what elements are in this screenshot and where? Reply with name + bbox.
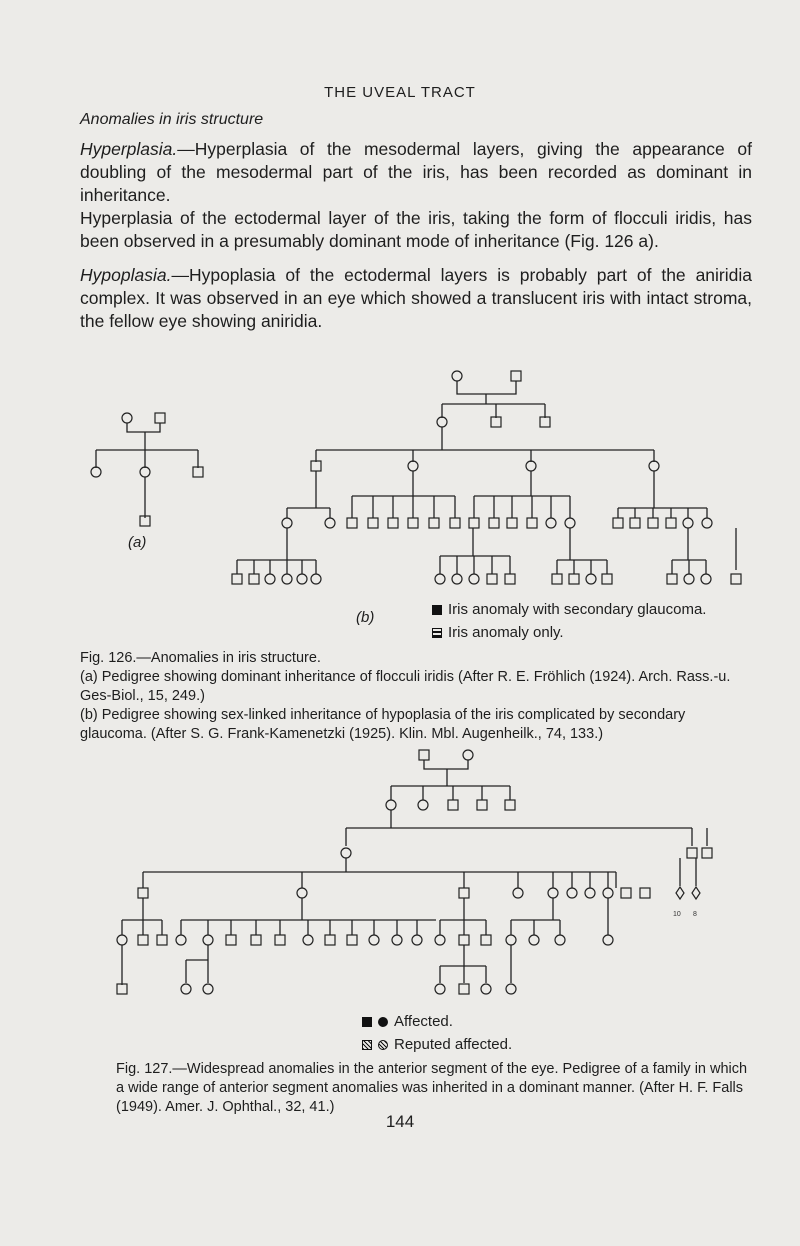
- male-symbol: [507, 518, 517, 528]
- striped-square-icon: [432, 628, 442, 638]
- affected-male-symbol: [275, 935, 285, 945]
- female-symbol: [452, 574, 462, 584]
- affected-female-symbol: [585, 888, 595, 898]
- male-symbol: [226, 935, 236, 945]
- hatched-circle-icon: [378, 1040, 388, 1050]
- female-symbol: [452, 371, 462, 381]
- affected-male-symbol: [232, 574, 242, 584]
- female-symbol: [203, 935, 213, 945]
- legend-text: Affected.: [394, 1013, 453, 1030]
- male-symbol: [505, 800, 515, 810]
- affected-male-symbol: [193, 467, 203, 477]
- small-numeral-label: 8: [693, 911, 697, 918]
- female-symbol: [386, 800, 396, 810]
- male-symbol: [569, 574, 579, 584]
- female-symbol: [506, 935, 516, 945]
- affected-male-symbol: [157, 935, 167, 945]
- female-symbol: [282, 518, 292, 528]
- affected-male-symbol: [687, 848, 697, 858]
- male-symbol: [368, 518, 378, 528]
- male-symbol: [648, 518, 658, 528]
- male-symbol: [481, 935, 491, 945]
- male-symbol: [429, 518, 439, 528]
- legend-text: Iris anomaly only.: [448, 624, 564, 641]
- male-symbol: [251, 935, 261, 945]
- female-symbol: [311, 574, 321, 584]
- hatched-square-icon: [362, 1040, 372, 1050]
- paragraph-term: Hyperplasia.: [80, 139, 178, 159]
- female-symbol: [684, 574, 694, 584]
- affected-female-symbol: [341, 848, 351, 858]
- pedigree-line: [127, 423, 160, 432]
- female-symbol: [408, 461, 418, 471]
- female-symbol: [567, 888, 577, 898]
- page-number: 144: [385, 1112, 415, 1131]
- male-symbol: [155, 413, 165, 423]
- male-symbol: [621, 888, 631, 898]
- legend-affected: [362, 1013, 453, 1030]
- female-symbol: [203, 984, 213, 994]
- affected-female-symbol: [412, 935, 422, 945]
- affected-male-symbol: [450, 518, 460, 528]
- male-symbol: [505, 574, 515, 584]
- affected-male-symbol: [640, 888, 650, 898]
- legend-glaucoma: [432, 601, 706, 618]
- male-symbol: [249, 574, 259, 584]
- male-symbol: [347, 935, 357, 945]
- filled-square-icon: [362, 1017, 372, 1027]
- filled-square-icon: [432, 605, 442, 615]
- pedigree-line: [424, 760, 468, 769]
- male-symbol: [138, 935, 148, 945]
- female-symbol: [303, 935, 313, 945]
- female-symbol: [437, 417, 447, 427]
- female-symbol: [513, 888, 523, 898]
- unknown-sex-symbol: [692, 887, 700, 899]
- affected-female-symbol: [369, 935, 379, 945]
- male-symbol: [731, 574, 741, 584]
- female-symbol: [702, 518, 712, 528]
- female-symbol: [469, 574, 479, 584]
- caption-title: Fig. 126.—Anomalies in iris structure.: [80, 650, 321, 666]
- female-symbol: [325, 518, 335, 528]
- legend-text: Iris anomaly with secondary glaucoma.: [448, 601, 707, 618]
- affected-female-symbol: [176, 935, 186, 945]
- female-symbol: [418, 800, 428, 810]
- female-symbol: [181, 984, 191, 994]
- female-symbol: [435, 574, 445, 584]
- female-symbol: [435, 984, 445, 994]
- male-symbol: [667, 574, 677, 584]
- paragraph-text: Hyperplasia of the ectodermal layer of the iris, taking the form of flocculi iridis, has been observed in a presumably dominant mode of inheritance (Fig. 126 a).: [80, 208, 752, 251]
- male-symbol: [117, 984, 127, 994]
- affected-female-symbol: [140, 467, 150, 477]
- male-symbol: [527, 518, 537, 528]
- male-symbol: [489, 518, 499, 528]
- female-symbol: [586, 574, 596, 584]
- female-symbol: [701, 574, 711, 584]
- female-symbol: [463, 750, 473, 760]
- filled-circle-icon: [378, 1017, 388, 1027]
- affected-male-symbol: [540, 417, 550, 427]
- female-symbol: [603, 935, 613, 945]
- figure-126-caption: [80, 649, 752, 744]
- affected-female-symbol: [91, 467, 101, 477]
- figure-127-caption: Fig. 127.—Widespread anomalies in the anterior segment of the eye. Pedigree of a family in which a wide range of anterior segment anomalies was inherited in a dominant manner. (After H. F. Falls (1949). Amer. J. Ophthal., 32, 41.): [116, 1061, 748, 1115]
- section-title: Anomalies in iris structure: [80, 111, 264, 128]
- female-symbol: [435, 935, 445, 945]
- female-symbol: [529, 935, 539, 945]
- male-symbol: [325, 935, 335, 945]
- paragraph-term: Hypoplasia.: [80, 265, 172, 285]
- male-symbol: [459, 984, 469, 994]
- male-symbol: [448, 800, 458, 810]
- legend-text: Reputed affected.: [394, 1036, 513, 1053]
- caption-b: (b) Pedigree showing sex-linked inheritance of hypoplasia of the iris complicated by secondary glaucoma. (After S. G. Frank-Kamenetzki (1925). Klin. Mbl. Augenheilk., 74, 133.): [80, 707, 686, 742]
- affected-male-symbol: [347, 518, 357, 528]
- affected-male-symbol: [311, 461, 321, 471]
- female-symbol: [265, 574, 275, 584]
- male-symbol: [419, 750, 429, 760]
- female-symbol: [683, 518, 693, 528]
- male-symbol: [459, 935, 469, 945]
- female-symbol: [506, 984, 516, 994]
- male-symbol: [459, 888, 469, 898]
- affected-male-symbol: [630, 518, 640, 528]
- female-symbol: [649, 461, 659, 471]
- affected-female-symbol: [122, 413, 132, 423]
- female-symbol: [282, 574, 292, 584]
- male-symbol: [388, 518, 398, 528]
- paragraph-text: —Hypoplasia of the ectodermal layers is probably part of the aniridia complex. It was observed in an eye which showed a translucent iris with intact stroma, the fellow eye showing aniridia.: [80, 265, 752, 331]
- pedigree-line: [457, 381, 516, 394]
- male-symbol: [487, 574, 497, 584]
- male-symbol: [602, 574, 612, 584]
- male-symbol: [666, 518, 676, 528]
- male-symbol: [138, 888, 148, 898]
- small-numeral-label: 10: [673, 911, 681, 918]
- male-symbol: [408, 518, 418, 528]
- female-symbol: [481, 984, 491, 994]
- legend-iris-only: [432, 624, 564, 641]
- caption-a: (a) Pedigree showing dominant inheritance of flocculi iridis (After R. E. Fröhlich (1924). Arch. Rass.-u. Ges-Biol., 15, 249.): [80, 669, 731, 704]
- female-symbol: [555, 935, 565, 945]
- affected-male-symbol: [613, 518, 623, 528]
- female-symbol: [297, 574, 307, 584]
- affected-male-symbol: [469, 518, 479, 528]
- male-symbol: [511, 371, 521, 381]
- affected-female-symbol: [297, 888, 307, 898]
- paragraph-text: —Hyperplasia of the mesodermal layers, giving the appearance of doubling of the mesodermal part of the iris, has been recorded as dominant in inheritance.: [80, 139, 752, 205]
- male-symbol: [552, 574, 562, 584]
- unknown-sex-symbol: [676, 887, 684, 899]
- male-symbol: [702, 848, 712, 858]
- female-symbol: [392, 935, 402, 945]
- female-symbol: [526, 461, 536, 471]
- figure-b-label: (b): [356, 609, 375, 626]
- female-symbol: [603, 888, 613, 898]
- figure-a-label: (a): [128, 534, 147, 551]
- female-symbol: [565, 518, 575, 528]
- affected-female-symbol: [117, 935, 127, 945]
- legend-reputed: [362, 1036, 512, 1053]
- affected-female-symbol: [548, 888, 558, 898]
- running-header: THE UVEAL TRACT: [324, 84, 476, 101]
- male-symbol: [477, 800, 487, 810]
- affected-male-symbol: [491, 417, 501, 427]
- female-symbol: [546, 518, 556, 528]
